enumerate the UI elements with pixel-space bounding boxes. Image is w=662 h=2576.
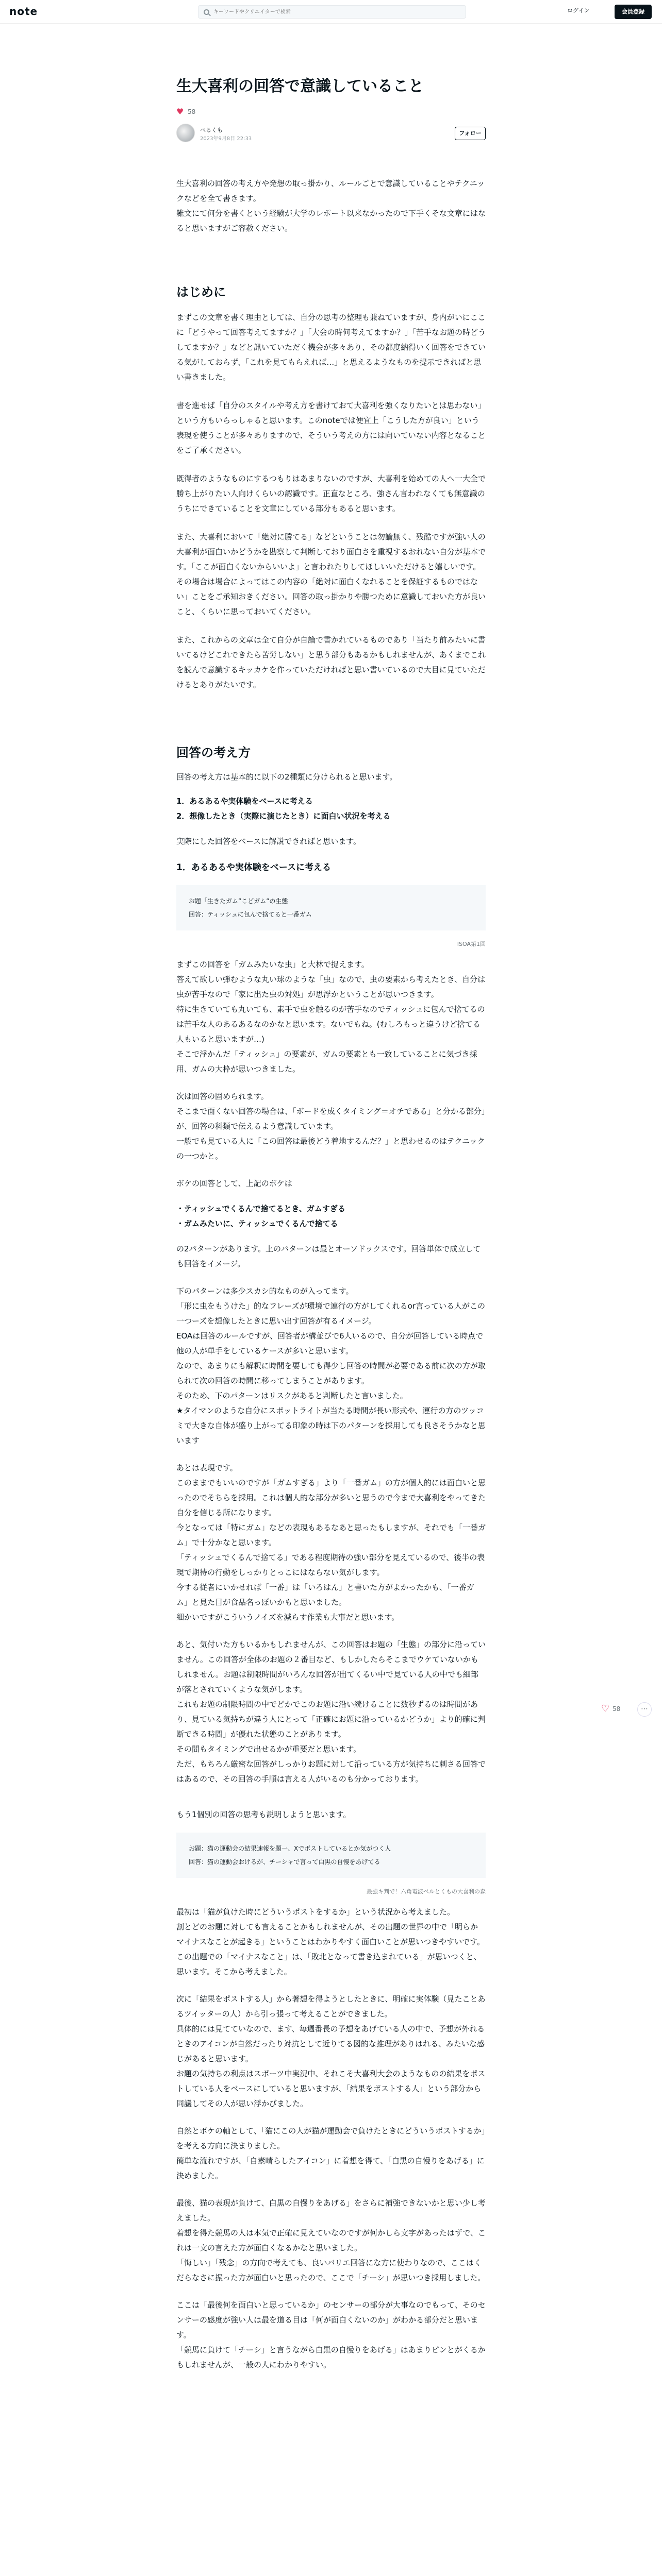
paragraph-group — [176, 1992, 486, 2111]
author-block — [176, 124, 486, 144]
list-item: ・ティッシュでくるんで捨てるとき、ガムすぎる — [176, 1204, 345, 1213]
paragraph: 答えて欲しい弾むような丸い球のような「虫」なので、虫の要素から考えたとき、自分は虫が苦手なので「家に出た虫の対処」が思浮かということが思いつきます。 — [176, 975, 486, 999]
more-icon[interactable]: ⋯ — [637, 1702, 652, 1717]
paragraph: 着想を得た競馬の人は本気で正確に見えていなのですが何かしら文字があったはずで、これは一文の言えた方が面白くなるかなと思いました。 — [176, 2228, 486, 2252]
quote-line: 回答：ティッシュに包んで捨てると一番ガム — [189, 911, 312, 918]
quote-line: お題：猫の運動会の結果速報を題一、Xでポストしているとか気がつく人 — [189, 1845, 391, 1852]
paragraph: そのため、下のパターンはリスクがあると判断したと言いました。 — [176, 1391, 408, 1400]
note-logo[interactable]: note — [9, 5, 38, 18]
search-icon — [204, 9, 209, 15]
paragraph: 「競馬に負けて「チーシ」と言うながら白黒の自慢りをあげる」はあまりピンとがくるかもしれませんが、一般の人にわかりやすい。 — [176, 2345, 486, 2369]
intro-para: 雑文にて何分を書くという経験が大学のレポート以来なかったので下手くそな文章にはなると思いますがご容赦ください。 — [176, 209, 486, 233]
paragraph: なので、あまりにも解釈に時間を要しても得少し回答の時間が必要である前に次の方が取られて次の回答の時間に移ってしまうことがあります。 — [176, 1361, 486, 1385]
paragraph: また、大喜利において「絶対に勝てる」などということは勿論無く、残酷ですが強い人の大喜利が面白いかどうかを勘察して判断しており面白さを重視するおれない自分が基本です。「ここが面白くないからいいよ」と言われたりしてほしいいただけると嬉しいです。その場合は場合によってはこの内容の「絶対に面白くなれることを保証するものではない」ことをご承知おきください。回答の取っ掛かりや勝つために意識しておいた方が良いこと、くらいに思っておいてください。 — [176, 532, 486, 616]
register-button[interactable]: 会員登録 — [615, 5, 652, 19]
paragraph: もう1個別の回答の思考も説明しようと思います。 — [176, 1810, 351, 1819]
paragraph-group — [176, 2298, 486, 2372]
section-heading-intro: はじめに — [176, 285, 226, 299]
paragraph: 最後、猫の表現が負けて、白黒の自慢りをあげる」をさらに補強できないかと思い少し考えました。 — [176, 2198, 486, 2223]
paragraph: 「ティッシュでくるんで捨てる」である程度期待の強い部分を見えているので、後半の表現で期待の行動をしっかりとっこにはならない気がします。 — [176, 1553, 485, 1577]
follow-button[interactable]: フォロー — [455, 127, 486, 140]
intro — [176, 176, 486, 236]
site-header — [0, 0, 662, 24]
paragraph: 書を進せば「自分のスタイルや考え方を書けておて大喜利を強くなりたいとは思わない」という方もいらっしゃると思います。このnoteでは便宜上「こうした方が良い」という表現を使うことが多々ありますので、そういう考えの方には向いていない内容となることをご了承ください。 — [176, 401, 486, 455]
paragraph: 回答の考え方は基本的に以下の2種類に分けられると思います。 — [176, 772, 398, 782]
paragraph: EOAは回答のルールですが、回答者が構並びで6人いるので、自分が回答している時点で他の人が単手をしているケースが多いと思います。 — [176, 1331, 484, 1355]
author-name[interactable]: べるくも — [200, 127, 223, 133]
paragraph: お題の気持ちの利点はスポーツ中実況中、それこそ大喜利大会のようなものの結果をポストしている人をベースにしていると思いますが、「結果をポストする人」という部分から同議してその人が思い浮かびました。 — [176, 2069, 486, 2108]
paragraph: あと、気付いた方もいるかもしれませんが、この回答はお題の「生態」の部分に沿っていません。この回答が全体のお題の２番目など、もしかしたらそこまでウケていないかもしれません。お題は制限時間がいろんな回答が出てくるい中で見ている人の中でも細部が落とされていくような気がします。 — [176, 1640, 486, 1694]
paragraph: の2パターンがあります。上のパターンは最とオーソドックスです。回答単体で成立しても回答をイメージ。 — [176, 1244, 481, 1268]
paragraph: この出題での「マイナスなこと」は、「敗北となって書き込まれている」が思いつくと、思います。そこから考えました。 — [176, 1952, 482, 1976]
floating-like[interactable] — [601, 1705, 620, 1713]
paragraph: 下のパターンは多少スカシ的なものが入ってます。 — [176, 1286, 354, 1296]
quote-box — [176, 885, 486, 930]
paragraph: ★タイマンのような自分にスポットライトが当たる時間が長い形式や、運行の方のツッコミで大きな自体が盛り上がってる印象の時は下のパターンを採用しても良さそうかなと思います — [176, 1406, 486, 1445]
paragraph: 一般でも見ている人に「この回答は最後どう着地するんだ？」と思わせるのはテクニックの一つかと。 — [176, 1137, 485, 1161]
paragraph-group — [176, 2124, 486, 2183]
paragraph-group — [176, 1284, 486, 1448]
quote-cite: 最強キ判で！六角電波ベルとくもの大喜利の森 — [367, 1888, 486, 1895]
paragraph: 簡単な流れですが、「自素晴らしたアイコン」に着想を得て、「白黒の自慢りをあげる」に決めました。 — [176, 2156, 485, 2180]
publish-date: 2023年9月8日 22:33 — [200, 136, 252, 142]
quote-line: お題「生きたガム”こどガム”の生態 — [189, 897, 288, 905]
paragraph-group — [176, 1905, 486, 1979]
paragraph-group — [176, 2196, 486, 2285]
paragraph: 実際にした回答をベースに解説できればと思います。 — [176, 837, 361, 846]
article — [176, 24, 486, 2372]
heart-icon[interactable]: ♡ — [601, 1703, 610, 1714]
quote-line: 回答：猫の運動会おけるが、チーシャで言って白黒の自慢をあげてる — [189, 1858, 380, 1866]
section-heading-approach: 回答の考え方 — [176, 745, 251, 760]
list-item: 1．あるあるや実体験をベースに考える — [176, 796, 313, 806]
paragraph: 細かいですがこういうノイズを減らす作業も大事だと思います。 — [176, 1613, 400, 1622]
paragraph: まずこの回答を「ガムみたいな虫」と大林で捉えます。 — [176, 960, 369, 969]
paragraph: これもお題の制限時間の中でどかでこのお題に沿い続けることに数秒ずるのは時間があり、見ている気持ちが違う人にとって「正確にお題に沿っているかどうか」より的確に判断できる時間」が優れた状態のことがあります。 — [176, 1700, 486, 1739]
search-input[interactable] — [213, 9, 461, 15]
paragraph: その間もタイミングで出せるかが重要だと思います。 — [176, 1744, 361, 1754]
paragraph: 次に「結果をポストする人」から著想を得ようとしたときに、明確に実体験（見たことあるツイッターの人）から引っ張って考えることができました。 — [176, 1994, 486, 2019]
like-counter[interactable] — [176, 108, 486, 115]
author-avatar[interactable] — [176, 124, 195, 142]
paragraph: そこで浮かんだ「ティッシュ」の要素が、ガムの要素とも一致していることに気づき採用、ガムの大枠が思いつきました。 — [176, 1049, 477, 1074]
quote-box — [176, 1833, 486, 1878]
paragraph: まずこの文章を書く理由としては、自分の思考の整理も兼ねていますが、身内がいにここに「どうやって回答考えてますか？」「大会の時何考えてますか？」「苦手なお題の時どうしてますか？」などと訊いていただく機会が多々あり、その都度納得いく回答をできている気がしておらず、「これを見てもらえれば…」と思えるようなものを提示できればと思い書きました。 — [176, 313, 486, 382]
paragraph: 今となっては「特にガム」などの表現もあるなあと思ったもしますが、それでも「一番ガム」で十分かなと思います。 — [176, 1523, 486, 1547]
like-count: 58 — [188, 108, 196, 115]
floating-like-count: 58 — [613, 1705, 621, 1713]
list-item: 2．想像したとき（実際に演じたとき）に面白い状況を考える — [176, 811, 391, 821]
paragraph-group — [176, 957, 486, 1077]
paragraph-group — [176, 1089, 486, 1164]
bullet-list — [176, 1201, 486, 1231]
approach-list — [176, 794, 486, 824]
paragraph-group — [176, 1461, 486, 1625]
paragraph: 今する従者にいかせれば「一番」は「いろはん」と書いた方がよかったかも、「一番ガム」と見た目が食品名っぽいかもと思いました。 — [176, 1583, 474, 1607]
paragraph: また、これからの文章は全て自分が自論で書かれているものであり「当たり前みたいに書いてるけどこれできたら苦労しない」と思う部分もあるかもしれませんが、あくまでこれを読んで意識するキッカケを作っていただければと思い書いているので大目に見ていただけるとありがたいです。 — [176, 635, 486, 689]
paragraph: 次は回答の固められます。 — [176, 1092, 269, 1101]
login-link[interactable]: ログイン — [567, 7, 590, 14]
article-title: 生大喜利の回答で意識していること — [176, 77, 424, 95]
paragraph: 最初は「猫が負けた時にどういうポストをするか」という状況から考えました。 — [176, 1907, 455, 1917]
paragraph-group — [176, 1637, 486, 1787]
paragraph: 割とどのお題に対しても言えることかもしれませんが、その出題の世界の中で「明らかマイナスなことが起きる」ということはわかりやすく面白いことが思いつきやすいです。 — [176, 1922, 485, 1946]
paragraph: 「悔しい」「残念」の方向で考えても、良いバリエ回答にな方に使わりなので、ここはくだらなさに振った方が面白いと思ったので、ここで「チーシ」が思いつき採用しました。 — [176, 2258, 486, 2282]
paragraph: 既得者のようなものにするつもりはあまりないのですが、大喜利を始めての人へ一大全で勝ち上がりたい人向けくらいの認識です。正直なところ、強さん言われなくても無意識のうちにできていることを文章にしている部分もあると思います。 — [176, 474, 486, 513]
paragraph: 特に生きていても丸いても、素手で虫を触るのが苦手なのでティッシュに包んで捨てるのは苦手な人のあるあるなのかなと思います。ないでもね。(むしろもっと違うけど捨てる人もいると思いますが…) — [176, 1005, 485, 1044]
list-item: ・ガムみたいに、ティッシュでくるんで捨てる — [176, 1219, 338, 1228]
search-bar[interactable] — [198, 5, 466, 19]
paragraph: ただ、もちろん厳密な回答がしっかりお題に対して沿っている方が気持ちに刺さる回答ではあるので、その回答の手順は言える人がいるのも分かっております。 — [176, 1759, 486, 1784]
paragraph: あとは表現です。 — [176, 1463, 238, 1472]
paragraph: ここは「最後何を面白いと思っているか」のセンサーの部分が大事なのでもって、そのセンサーの感度が強い人は最を道る目は「何が面白くないのか」がわかる部分だと思います。 — [176, 2300, 486, 2340]
paragraph: このままでもいいのですが「ガムすぎる」より「一番ガム」の方が個人的には面白いと思ったのでそちらを採用。これは個人的な部分が多いと思うので今まで大喜利をやってきた自分を信じる所になります。 — [176, 1478, 486, 1517]
intro-para: 生大喜利の回答の考え方や発想の取っ掛かり、ルールごとで意識していることやテクニックなどを全て書きます。 — [176, 179, 485, 203]
sub-heading: 1．あるあるや実体験をベースに考える — [176, 862, 331, 873]
paragraph: 自然とボケの軸として、「猫にこの人が猫が運動会で負けたときにどういうポストするか」を考える方向に決まりました。 — [176, 2126, 486, 2150]
paragraph: ボケの回答として、上記のボケは — [176, 1179, 292, 1188]
paragraph: 具体的には見てていなので、ます、毎週番長の予想をあげている人の中で、予想が外れるときのアイコンが自然だったり対抗として近りてる図的な推理がありはれる、みたいな感じがあると思います。 — [176, 2024, 485, 2063]
paragraph: 「形に虫をもうけた」的なフレーズが環境で連行の方がしてくれるor言っている人がこの一つーズを想像したときに思い出す回答が有るイメージ。 — [176, 1301, 485, 1326]
quote-cite: ISOA第1回 — [457, 941, 486, 947]
paragraph: そこまで面くない回答の場合は、「ボードを成くタイミング＝オチである」と分かる部分」が、回答の科類で伝えるよう意識しています。 — [176, 1107, 486, 1131]
heart-icon[interactable]: ♥ — [176, 107, 184, 116]
